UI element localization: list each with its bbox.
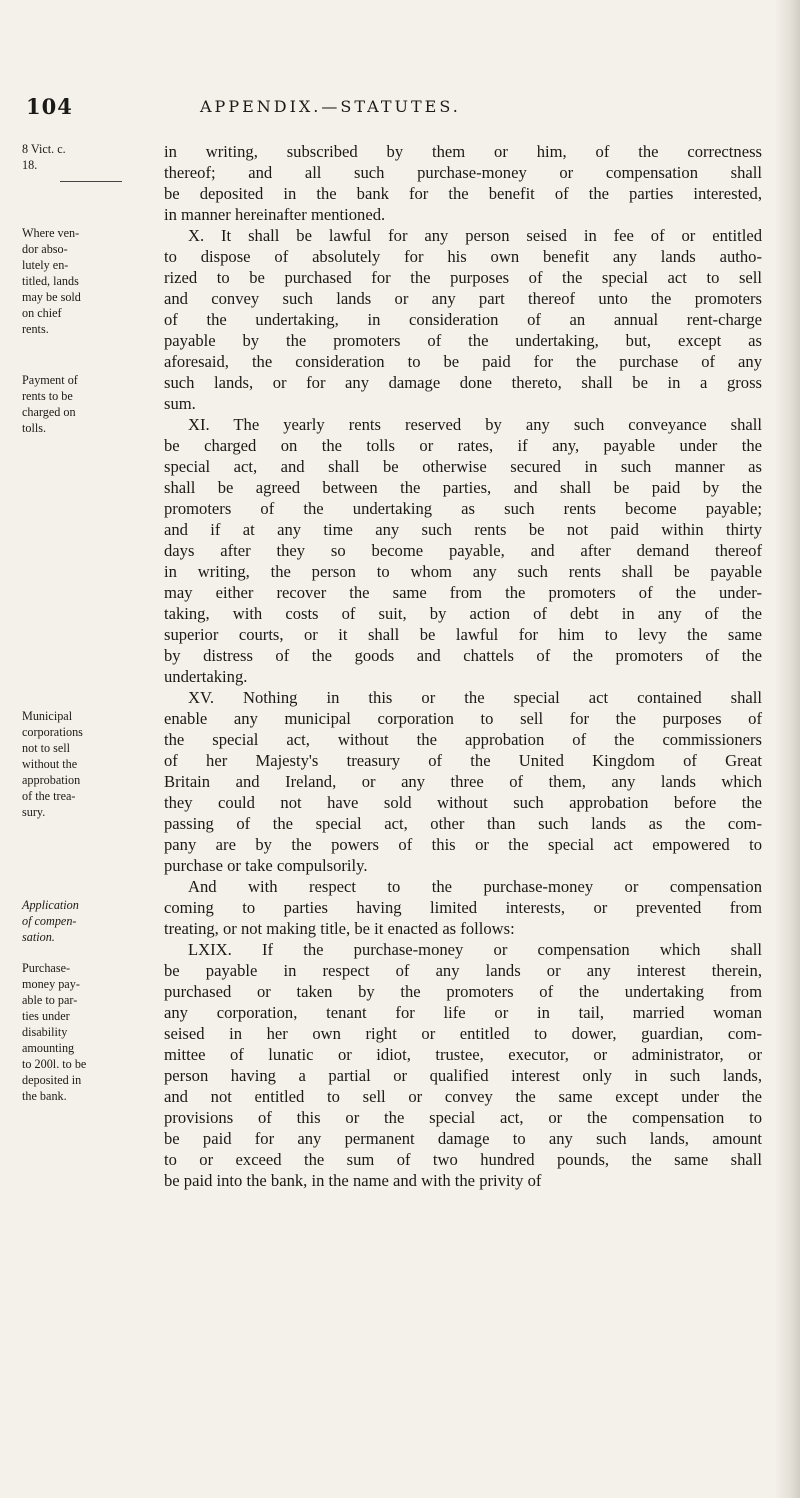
page-number: 104 [26,94,73,119]
text-line: be deposited in the bank for the benefit of the parties interested, [164,184,762,203]
running-head: APPENDIX.—STATUTES. [200,97,461,116]
margin-note: Application of compen- sation. [22,898,79,944]
text-line: treating, or not making title, be it enacted as follows: [164,919,515,938]
text-line: mittee of lunatic or idiot, trustee, executor, or administrator, or [164,1045,762,1064]
statute-text [164,141,762,1191]
text-line: XV. Nothing in this or the special act contained shall [188,688,762,707]
text-line: undertaking. [164,667,248,686]
text-line: be paid into the bank, in the name and with the privity of [164,1171,542,1190]
paragraph [164,414,762,687]
text-line: of the undertaking, in consideration of an annual rent-charge [164,310,762,329]
text-line: X. It shall be lawful for any person seised in fee of or entitled [188,226,762,245]
paragraph [164,141,762,225]
text-line: days after they so become payable, and after demand thereof [164,541,762,560]
text-line: of her Majesty's treasury of the United Kingdom of Great [164,751,762,770]
paragraph [164,225,762,414]
text-line: such lands, or for any damage done thereto, shall be in a gross [164,373,762,392]
text-line: purchased or taken by the promoters of the undertaking from [164,982,762,1001]
text-line: shall be agreed between the parties, and shall be paid by the [164,478,762,497]
text-line: sum. [164,394,196,413]
paragraph [164,687,762,876]
text-line: enable any municipal corporation to sell for the purposes of [164,709,762,728]
paragraph [164,939,762,1191]
text-line: thereof; and all such purchase-money or compensation shall [164,163,762,182]
text-line: and not entitled to sell or convey the same except under the [164,1087,762,1106]
margin-note: 8 Vict. c. 18. [22,142,66,172]
text-line: in writing, subscribed by them or him, of the correctness [164,142,762,161]
text-line: may either recover the same from the promoters of the under- [164,583,762,602]
text-line: rized to be purchased for the purposes of the special act to sell [164,268,762,287]
text-line: be payable in respect of any lands or any interest therein, [164,961,762,980]
text-line: to dispose of absolutely for his own benefit any lands autho- [164,247,762,266]
text-line: provisions of this or the special act, or the compensation to [164,1108,762,1127]
text-line: any corporation, tenant for life or in tail, married woman [164,1003,762,1022]
text-line: superior courts, or it shall be lawful for him to levy the same [164,625,762,644]
text-line: and convey such lands or any part thereof unto the promoters [164,289,762,308]
text-line: be paid for any permanent damage to any such lands, amount [164,1129,762,1148]
margin-note: Payment of rents to be charged on tolls. [22,373,78,435]
text-line: in manner hereinafter mentioned. [164,205,386,224]
text-line: special act, and shall be otherwise secured in such manner as [164,457,762,476]
text-line: XI. The yearly rents reserved by any such conveyance shall [188,415,762,434]
text-line: And with respect to the purchase-money or compensation [188,877,762,896]
margin-note: Purchase- money pay- able to par- ties under disability amounting to 200l. to be deposited in the bank. [22,961,87,1103]
text-line: promoters of the undertaking as such rents become payable; [164,499,762,518]
text-line: pany are by the powers of this or the special act empowered to [164,835,762,854]
text-line: in writing, the person to whom any such rents shall be payable [164,562,762,581]
text-line: be charged on the tolls or rates, if any, payable under the [164,436,762,455]
text-line: aforesaid, the consideration to be paid for the purchase of any [164,352,762,371]
text-line: payable by the promoters of the undertaking, but, except as [164,331,762,350]
text-line: purchase or take compulsorily. [164,856,368,875]
text-line: they could not have sold without such approbation before the [164,793,762,812]
text-line: Britain and Ireland, or any three of them, any lands which [164,772,762,791]
margin-note: Municipal corporations not to sell without the approbation of the trea- sury. [22,709,83,819]
text-line: passing of the special act, other than such lands as the com- [164,814,762,833]
text-line: coming to parties having limited interests, or prevented from [164,898,762,917]
text-line: and if at any time any such rents be not paid within thirty [164,520,762,539]
page-edge-shadow [774,0,800,1498]
text-line: seised in her own right or entitled to dower, guardian, com- [164,1024,762,1043]
text-line: by distress of the goods and chattels of the promoters of the [164,646,762,665]
text-line: person having a partial or qualified interest only in such lands, [164,1066,762,1085]
page-header [0,94,800,124]
text-line: LXIX. If the purchase-money or compensation which shall [188,940,762,959]
paragraph [164,876,762,939]
margin-note: Where ven- dor abso- lutely en- titled, lands may be sold on chief rents. [22,226,81,336]
text-line: to or exceed the sum of two hundred pounds, the same shall [164,1150,762,1169]
margin-divider [60,181,122,182]
text-line: taking, with costs of suit, by action of debt in any of the [164,604,762,623]
text-line: the special act, without the approbation of the commissioners [164,730,762,749]
